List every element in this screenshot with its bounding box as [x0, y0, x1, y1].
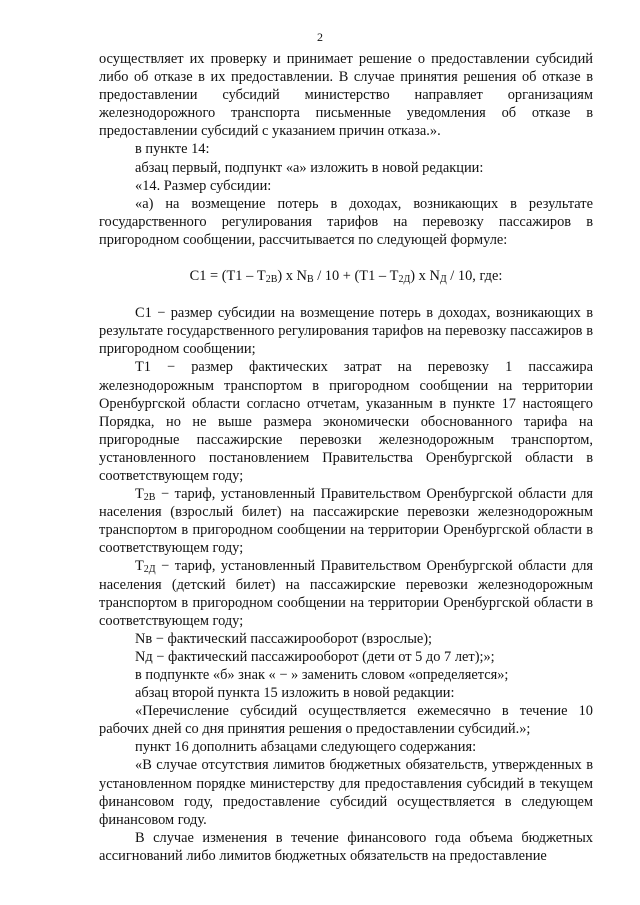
paragraph: «14. Размер субсидии: [135, 177, 272, 194]
paragraph: абзац первый, подпункт «а» изложить в новой редакции: [135, 159, 484, 176]
paragraph: «В случае отсутствия лимитов бюджетных обязательств, утвержденных в установленном порядке министерству для предоставления субсидий в текущем финансовом году, предоставление субсидий осуществляется в следующем финансовом году. [99, 757, 593, 828]
definition-t2v: $Т_{2В}$ − тариф, установленный Правительством Оренбургской области для населения (взрослый билет) на пассажирские перевозки железнодорожным транспортом в пригородном сообщении на территории Оренбургской области в соответствующем году; [99, 486, 593, 557]
paragraph: пункт 16 дополнить абзацами следующего содержания: [135, 739, 477, 756]
paragraph: «Перечисление субсидий осуществляется ежемесячно в течение 10 рабочих дней со дня принятия решения о предоставлении субсидий.»; [99, 703, 593, 738]
definition-nv: Nв − фактический пассажирооборот (взрослые); [135, 630, 433, 647]
definition-c1: С1 − размер субсидии на возмещение потерь в доходах, возникающих в результате государственного регулирования тарифов на перевозку пассажиров в пригородном сообщении; [99, 305, 593, 358]
paragraph: в подпункте «б» знак « − » заменить словом «определяется»; [135, 667, 509, 683]
paragraph: «а) на возмещение потерь в доходах, возникающих в результате государственного регулирования тарифов на перевозку пассажиров в пригородном сообщении, рассчитывается по следующей формуле: [99, 195, 593, 248]
paragraph: В случае изменения в течение финансового года объема бюджетных ассигнований либо лимитов бюджетных обязательств на предоставление [99, 829, 593, 864]
page-number: 2 [317, 30, 323, 44]
definition-t1: Т1 − размер фактических затрат на перевозку 1 пассажира железнодорожным транспортом в пригородном сообщении на территории Оренбургской области согласно отчетам, указанным в пункте 17 настоящего Порядка, но не выше размера экономически обоснованного тарифа на пригородные пассажирские перевозки железнодорожным транспортом, установленного постановлением Правительства Оренбургской области в соответствующем году; [99, 359, 593, 484]
paragraph: осуществляет их проверку и принимает решение о предоставлении субсидий либо об отказе в их предоставлении. В случае принятия решения об отказе в предоставлении субсидий министерство направляет организациям железнодорожного транспорта письменные уведомления об отказе в предоставлении субсидий с указанием причин отказа.». [99, 51, 593, 140]
definition-t2d: $Т_{2Д}$ − тариф, установленный Правительством Оренбургской области для населения (детский билет) на пассажирские перевозки железнодорожным транспортом в пригородном сообщении на территории Оренбургской области в соответствующем году; [99, 558, 593, 629]
document-body [99, 50, 593, 865]
paragraph: в пункте 14: [135, 141, 210, 158]
paragraph: абзац второй пункта 15 изложить в новой редакции: [135, 685, 455, 702]
definition-nd: Nд − фактический пассажирооборот (дети от 5 до 7 лет);»; [135, 648, 495, 665]
subsidy-formula: $С1 = (Т1 - Т_{2В})$ х $N_В / 10 + (Т1 - Т_{2Д})$ х $N_Д / 10$, где: [189, 268, 503, 286]
